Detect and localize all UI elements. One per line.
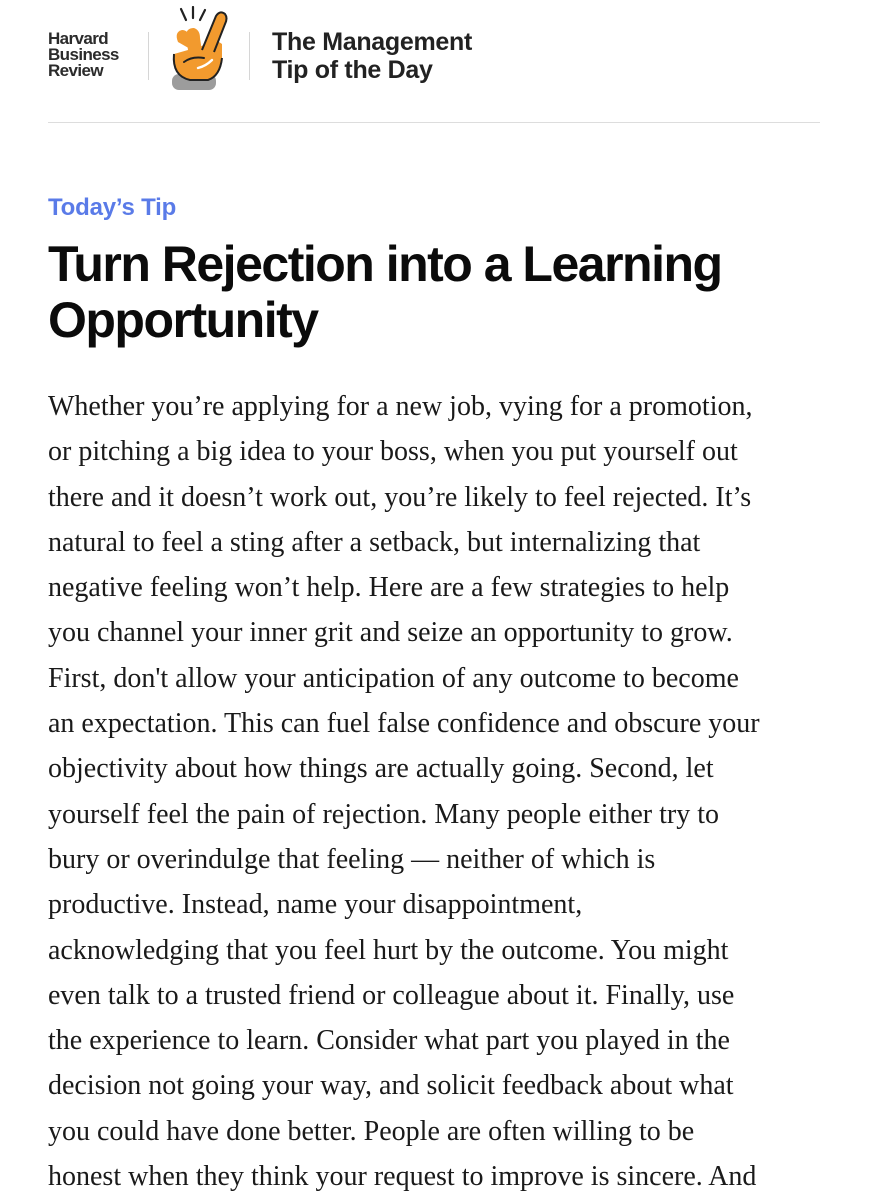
body-line: bury or overindulge that feeling — neither of which is (48, 843, 656, 875)
newsletter-header (48, 0, 820, 123)
body-line: you channel your inner grit and seize an opportunity to grow. (48, 617, 733, 649)
body-line: the experience to learn. Consider what part you played in the (48, 1025, 730, 1057)
body-line: Whether you’re applying for a new job, vying for a promotion, (48, 391, 753, 422)
body-line: natural to feel a sting after a setback, but internalizing that (48, 526, 701, 558)
header-divider (148, 32, 149, 80)
body-line: First, don't allow your anticipation of any outcome to become (48, 662, 739, 694)
body-line: yourself feel the pain of rejection. Many people either try to (48, 798, 719, 830)
body-line: decision not going your way, and solicit feedback about what (48, 1070, 734, 1102)
hbr-logo[interactable]: Harvard Business Review (48, 29, 119, 80)
body-line: or pitching a big idea to your boss, when you put yourself out (48, 436, 738, 468)
article-headline: Turn Rejection into a Learning Opportunity (48, 236, 722, 348)
article-body (48, 384, 820, 1199)
body-line: even talk to a trusted friend or colleague about it. Finally, use (48, 979, 735, 1011)
body-line: negative feeling won’t help. Here are a few strategies to help (48, 572, 730, 604)
body-line: there and it doesn’t work out, you’re likely to feel rejected. It’s (48, 481, 752, 513)
body-line: productive. Instead, name your disappointment, (48, 889, 583, 921)
newsletter-page (48, 0, 820, 1193)
body-line: honest when they think your request to improve is sincere. And (48, 1161, 757, 1193)
body-line: objectivity about how things are actually going. Second, let (48, 753, 714, 785)
header-divider (249, 32, 250, 80)
body-line: an expectation. This can fuel false confidence and obscure your (48, 708, 760, 740)
product-title[interactable]: The Management Tip of the Day (272, 28, 472, 84)
todays-tip-label: Today’s Tip (48, 194, 177, 221)
body-line: you could have done better. People are often willing to be (48, 1115, 695, 1147)
pointing-hand-icon (164, 6, 230, 94)
body-line: acknowledging that you feel hurt by the outcome. You might (48, 934, 729, 966)
